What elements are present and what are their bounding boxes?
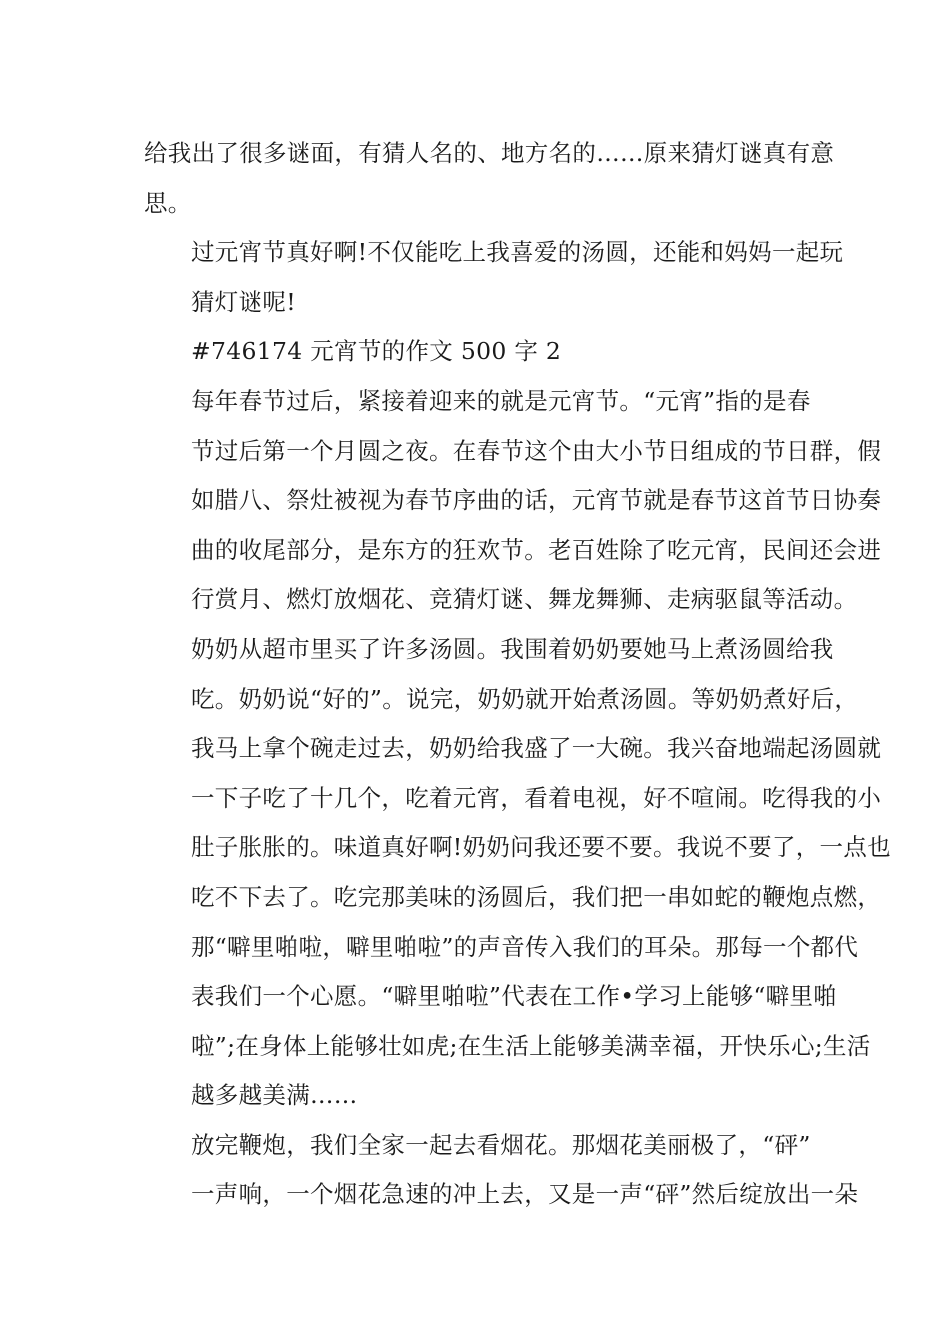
text-line: 曲的收尾部分，是东方的狂欢节。老百姓除了吃元宵，民间还会进 — [191, 535, 882, 564]
paragraph-conclusion — [144, 228, 844, 327]
text-line: 给我出了很多谜面，有猜人名的、地方名的……原来猜灯谜真有意 — [144, 139, 835, 167]
text-line: 吃。奶奶说“好的”。说完，奶奶就开始煮汤圆。等奶奶煮好后， — [191, 684, 859, 713]
text-line: 思。 — [144, 188, 192, 217]
heading-text: #746174 元宵节的作文 500 字 2 — [191, 337, 562, 366]
text-line: 一下子吃了十几个，吃着元宵，看着电视，好不喧闹。吃得我的小 — [191, 783, 882, 812]
paragraph-continuation — [144, 129, 835, 228]
text-line: 过元宵节真好啊!不仅能吃上我喜爱的汤圆，还能和妈妈一起玩 — [191, 238, 844, 267]
text-line: 一声响，一个烟花急速的冲上去，又是一声“砰”然后绽放出一朵 — [191, 1180, 859, 1209]
text-line: 啦”;在身体上能够壮如虎;在生活上能够美满幸福，开快乐心;生活 — [191, 1031, 871, 1060]
text-line: 如腊八、祭灶被视为春节序曲的话，元宵节就是春节这首节日协奏 — [191, 486, 882, 515]
text-line: 表我们一个心愿。“噼里啪啦”代表在工作•学习上能够“噼里啪 — [191, 982, 838, 1011]
paragraph-fireworks — [144, 1121, 859, 1220]
text-line: 越多越美满…… — [191, 1081, 358, 1110]
section-heading — [144, 327, 808, 377]
text-line: 节过后第一个月圆之夜。在春节这个由大小节日组成的节日群，假 — [191, 436, 882, 465]
document-body — [144, 129, 891, 1220]
text-line: 放完鞭炮，我们全家一起去看烟花。那烟花美丽极了，“砰” — [191, 1130, 811, 1159]
text-line: 吃不下去了。吃完那美味的汤圆后，我们把一串如蛇的鞭炮点燃， — [191, 882, 882, 911]
text-line: 猜灯谜呢! — [191, 287, 296, 316]
text-line: 奶奶从超市里买了许多汤圆。我围着奶奶要她马上煮汤圆给我 — [191, 634, 834, 663]
text-line: 每年春节过后，紧接着迎来的就是元宵节。“元宵”指的是春 — [191, 386, 811, 415]
text-line: 肚子胀胀的。味道真好啊!奶奶问我还要不要。我说不要了，一点也 — [191, 833, 891, 862]
text-line: 行赏月、燃灯放烟花、竞猜灯谜、舞龙舞狮、走病驱鼠等活动。 — [191, 585, 858, 614]
text-line: 我马上拿个碗走过去，奶奶给我盛了一大碗。我兴奋地端起汤圆就 — [191, 734, 882, 763]
text-line: 那“噼里啪啦，噼里啪啦”的声音传入我们的耳朵。那每一个都代 — [191, 932, 859, 961]
paragraph-intro — [144, 377, 882, 625]
paragraph-tangyuan — [144, 625, 891, 1121]
